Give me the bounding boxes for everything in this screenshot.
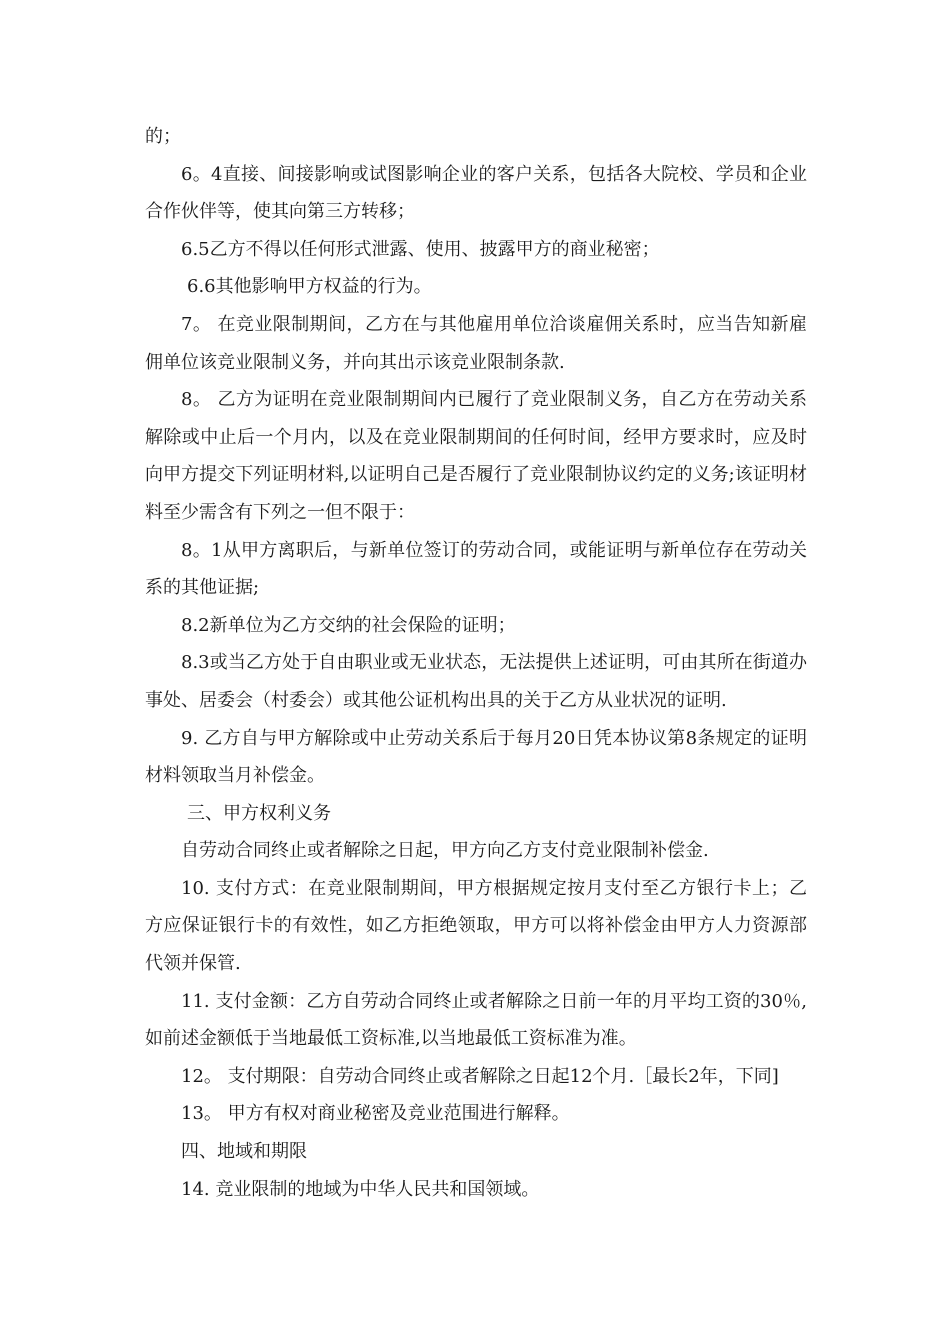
clause-7: 7。 在竞业限制期间，乙方在与其他雇用单位洽谈雇佣关系时，应当告知新雇佣单位该竞业限制义务，并向其出示该竞业限制条款.: [145, 313, 807, 373]
clause-8-3: 8.3或当乙方处于自由职业或无业状态，无法提供上述证明，可由其所在街道办事处、居委会（村委会）或其他公证机构出具的关于乙方从业状况的证明.: [145, 652, 807, 711]
clause-14: 14. 竞业限制的地域为中华人民共和国领域。: [181, 1178, 540, 1200]
document-body: [145, 118, 807, 1208]
clause-8-2: 8.2新单位为乙方交纳的社会保险的证明；: [181, 614, 516, 636]
clause-6-5: 6.5乙方不得以任何形式泄露、使用、披露甲方的商业秘密；: [181, 238, 660, 260]
clause-12: 12。 支付期限：自劳动合同终止或者解除之日起12个月.［最长2年，下同]: [181, 1065, 779, 1087]
clause-6-4: 6。4直接、间接影响或试图影响企业的客户关系，包括各大院校、学员和企业合作伙伴等，使其向第三方转移；: [145, 163, 807, 223]
section-3-intro: 自劳动合同终止或者解除之日起，甲方向乙方支付竞业限制补偿金.: [181, 840, 709, 862]
clause-9: 9. 乙方自与甲方解除或中止劳动关系后于每月20日凭本协议第8条规定的证明材料领取当月补偿金。: [145, 727, 807, 787]
clause-11: 11. 支付金额：乙方自劳动合同终止或者解除之日前一年的月平均工资的30％,如前述金额低于当地最低工资标准,以当地最低工资标准为准。: [145, 990, 807, 1050]
clause-10: 10. 支付方式：在竞业限制期间，甲方根据规定按月支付至乙方银行卡上；乙方应保证银行卡的有效性，如乙方拒绝领取，甲方可以将补偿金由甲方人力资源部代领并保管.: [145, 877, 807, 975]
clause-8-1: 8。1从甲方离职后，与新单位签订的劳动合同，或能证明与新单位存在劳动关系的其他证据;: [145, 539, 807, 599]
paragraph-continuation: 的；: [145, 126, 181, 147]
clause-13: 13。 甲方有权对商业秘密及竞业范围进行解释。: [181, 1103, 570, 1125]
section-heading-3: 三、甲方权利义务: [187, 802, 331, 824]
clause-6-6: 6.6其他影响甲方权益的行为。: [187, 276, 432, 298]
clause-8: 8。 乙方为证明在竞业限制期间内已履行了竞业限制义务，自乙方在劳动关系解除或中止后一个月内，以及在竞业限制期间的任何时间，经甲方要求时，应及时向甲方提交下列证明材料,以证明自己是否履行了竞业限制协议约定的义务;该证明材料至少需含有下列之一但不限于：: [145, 389, 807, 523]
section-heading-4: 四、地域和期限: [181, 1141, 307, 1163]
